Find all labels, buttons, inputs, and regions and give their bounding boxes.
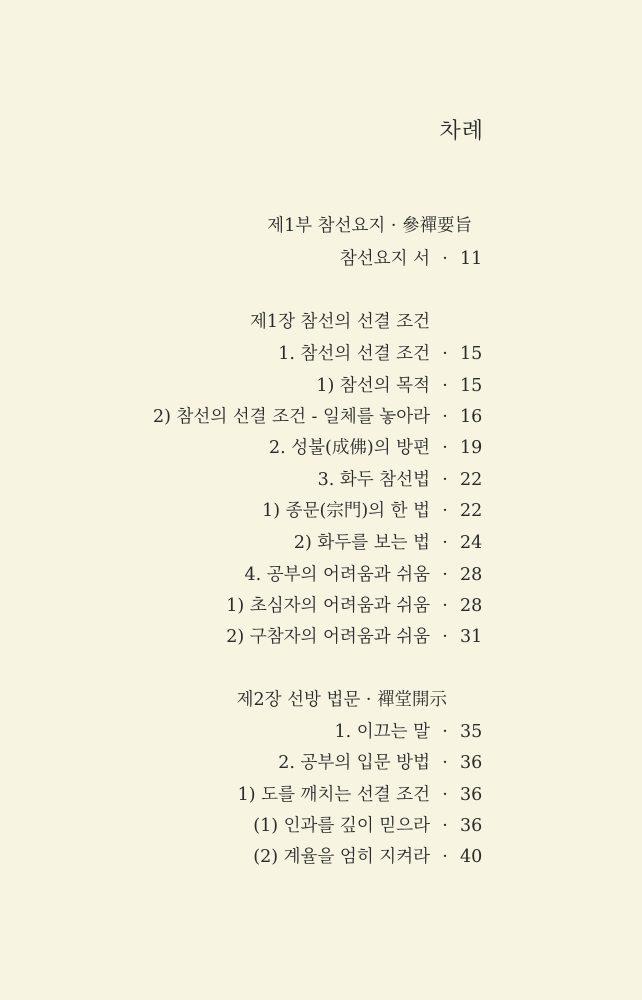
- toc-page-number: 11: [460, 249, 483, 269]
- toc-page-number: 16: [460, 407, 483, 427]
- toc-page-number: 24: [460, 533, 483, 553]
- toc-dot: ·: [442, 438, 448, 458]
- toc-dot: ·: [442, 470, 448, 490]
- toc-title: 차례: [439, 119, 484, 144]
- toc-dot: ·: [442, 627, 448, 647]
- toc-entry-text: 2) 참선의 선결 조건 - 일체를 놓아라: [152, 407, 430, 427]
- toc-entry-text: 제1부 참선요지 · 參禪要旨: [267, 216, 472, 236]
- toc-page-number: 15: [460, 376, 483, 396]
- toc-dot: ·: [442, 565, 448, 585]
- toc-entry-text: 1) 초심자의 어려움과 쉬움: [226, 596, 430, 616]
- toc-entry-text: 4. 공부의 어려움과 쉬움: [244, 565, 430, 585]
- toc-entry: [294, 529, 482, 554]
- toc-dot: ·: [442, 407, 448, 427]
- toc-entry-text: 1) 종문(宗門)의 한 법: [262, 501, 430, 521]
- toc-chapter-heading: [237, 686, 447, 711]
- toc-page-number: 15: [460, 344, 483, 364]
- toc-entry-text: 2) 구참자의 어려움과 쉬움: [226, 627, 430, 647]
- toc-entry-text: 2. 성불(成佛)의 방편: [268, 438, 430, 458]
- toc-entry: [316, 372, 482, 397]
- toc-dot: ·: [442, 344, 448, 364]
- toc-page-number: 22: [460, 501, 483, 521]
- toc-entry-text: 1) 참선의 목적: [316, 376, 430, 396]
- toc-entry-text: 2. 공부의 입문 방법: [278, 753, 430, 773]
- toc-dot: ·: [442, 533, 448, 553]
- toc-part-heading: [267, 212, 472, 237]
- toc-entry: [318, 466, 482, 491]
- toc-entry: [226, 623, 482, 648]
- toc-page-number: 31: [460, 627, 483, 647]
- toc-dot: ·: [442, 816, 448, 836]
- toc-dot: ·: [442, 501, 448, 521]
- toc-dot: ·: [442, 722, 448, 742]
- toc-entry: [278, 340, 482, 365]
- toc-dot: ·: [442, 596, 448, 616]
- toc-page-number: 40: [460, 847, 483, 867]
- toc-entry: [253, 812, 482, 837]
- toc-entry-text: 1. 이끄는 말: [334, 722, 430, 742]
- toc-entry-text: (1) 인과를 깊이 믿으라: [253, 816, 430, 836]
- toc-page-number: 35: [460, 722, 483, 742]
- toc-entry: [340, 245, 482, 270]
- toc-entry-text: 1) 도를 깨치는 선결 조건: [237, 785, 430, 805]
- toc-entry: [262, 497, 482, 522]
- toc-entry-text: 2) 화두를 보는 법: [293, 533, 430, 553]
- toc-page-number: 22: [460, 470, 483, 490]
- toc-entry: [253, 843, 482, 868]
- toc-entry-text: 제1장 참선의 선결 조건: [250, 312, 430, 332]
- toc-page-number: 28: [460, 596, 483, 616]
- toc-dot: ·: [442, 376, 448, 396]
- toc-entry: [244, 561, 482, 586]
- toc-entry: [153, 403, 482, 428]
- toc-dot: ·: [442, 249, 448, 269]
- toc-entry: [269, 434, 482, 459]
- toc-entry: [335, 718, 482, 743]
- toc-entry-text: (2) 계율을 엄히 지켜라: [253, 847, 430, 867]
- toc-dot: ·: [442, 753, 448, 773]
- toc-page-number: 28: [460, 565, 483, 585]
- toc-entry: [238, 781, 482, 806]
- toc-entry-text: 제2장 선방 법문 · 禪堂開示: [236, 690, 447, 710]
- toc-entry-text: 3. 화두 참선법: [317, 470, 430, 490]
- toc-page-number: 36: [460, 753, 483, 773]
- toc-entry: [278, 749, 482, 774]
- toc-page-number: 36: [460, 785, 483, 805]
- toc-page-number: 36: [460, 816, 483, 836]
- toc-entry-text: 1. 참선의 선결 조건: [278, 344, 430, 364]
- toc-page-number: 19: [460, 438, 483, 458]
- toc-dot: ·: [442, 847, 448, 867]
- toc-entry-text: 참선요지 서: [339, 249, 430, 269]
- toc-chapter-heading: [250, 308, 430, 333]
- toc-entry: [226, 592, 482, 617]
- toc-dot: ·: [442, 785, 448, 805]
